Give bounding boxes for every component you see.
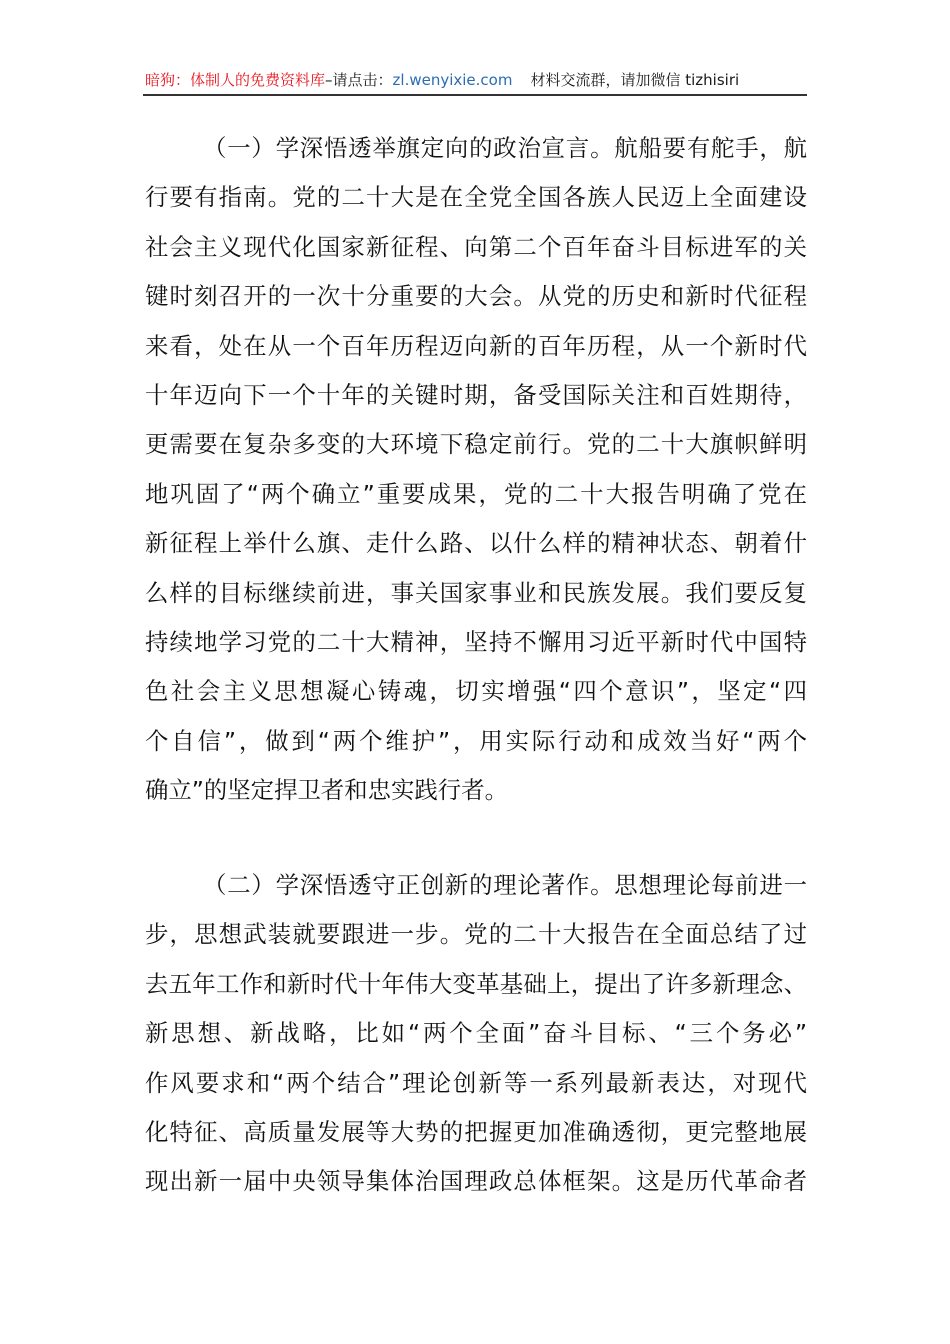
paragraph-line: 去五年工作和新时代十年伟大变革基础上，提出了许多新理念、 [145,969,807,998]
paragraph-line: 个自信”，做到“两个维护”，用实际行动和成效当好“两个 [145,726,807,755]
paragraph-line: 十年迈向下一个十年的关键时期，备受国际关注和百姓期待， [145,380,807,409]
paragraph-line: 新征程上举什么旗、走什么路、以什么样的精神状态、朝着什 [145,529,807,558]
header-prompt-text: –请点击： [325,71,393,89]
paragraph-line: 更需要在复杂多变的大环境下稳定前行。党的二十大旗帜鲜明 [145,430,807,459]
paragraph-line: 行要有指南。党的二十大是在全党全国各族人民迈上全面建设 [145,183,807,212]
paragraph-line: 键时刻召开的一次十分重要的大会。从党的历史和新时代征程 [145,282,807,311]
header-group-text: 材料交流群，请加微信 tizhisiri [530,71,740,89]
paragraph-line: 地巩固了“两个确立”重要成果，党的二十大报告明确了党在 [145,479,807,508]
paragraph-line: 么样的目标继续前进，事关国家事业和民族发展。我们要反复 [145,578,807,607]
paragraph-line: 确立”的坚定捍卫者和忠实践行者。 [145,776,508,805]
paragraph-line: 步，思想武装就要跟进一步。党的二十大报告在全面总结了过 [145,920,807,949]
page-header [145,68,806,92]
paragraph-line: 作风要求和“两个结合”理论创新等一系列最新表达，对现代 [145,1068,807,1097]
paragraph-line: 新思想、新战略，比如“两个全面”奋斗目标、“三个务必” [145,1019,807,1048]
paragraph-1 [145,124,807,815]
paragraph-line: 持续地学习党的二十大精神，坚持不懈用习近平新时代中国特 [145,627,807,656]
paragraph-line: 色社会主义思想凝心铸魂，切实增强“四个意识”，坚定“四 [145,677,807,706]
header-website-link[interactable]: zl.wenyixie.com [392,71,513,89]
paragraph-line: （一）学深悟透举旗定向的政治宣言。航船要有舵手，航 [203,134,807,162]
paragraph-line: 社会主义现代化国家新征程、向第二个百年奋斗目标进军的关 [145,232,807,261]
paragraph-line: 来看，处在从一个百年历程迈向新的百年历程，从一个新时代 [145,331,807,360]
paragraph-line: （二）学深悟透守正创新的理论著作。思想理论每前进一 [203,871,807,899]
paragraph-line: 现出新一届中央领导集体治国理政总体框架。这是历代革命者 [145,1167,807,1196]
header-brand-text: 暗狗：体制人的免费资料库 [145,71,326,89]
paragraph-line: 化特征、高质量发展等大势的把握更加准确透彻，更完整地展 [145,1117,807,1146]
paragraph-2 [145,861,807,1207]
header-divider [143,94,807,96]
